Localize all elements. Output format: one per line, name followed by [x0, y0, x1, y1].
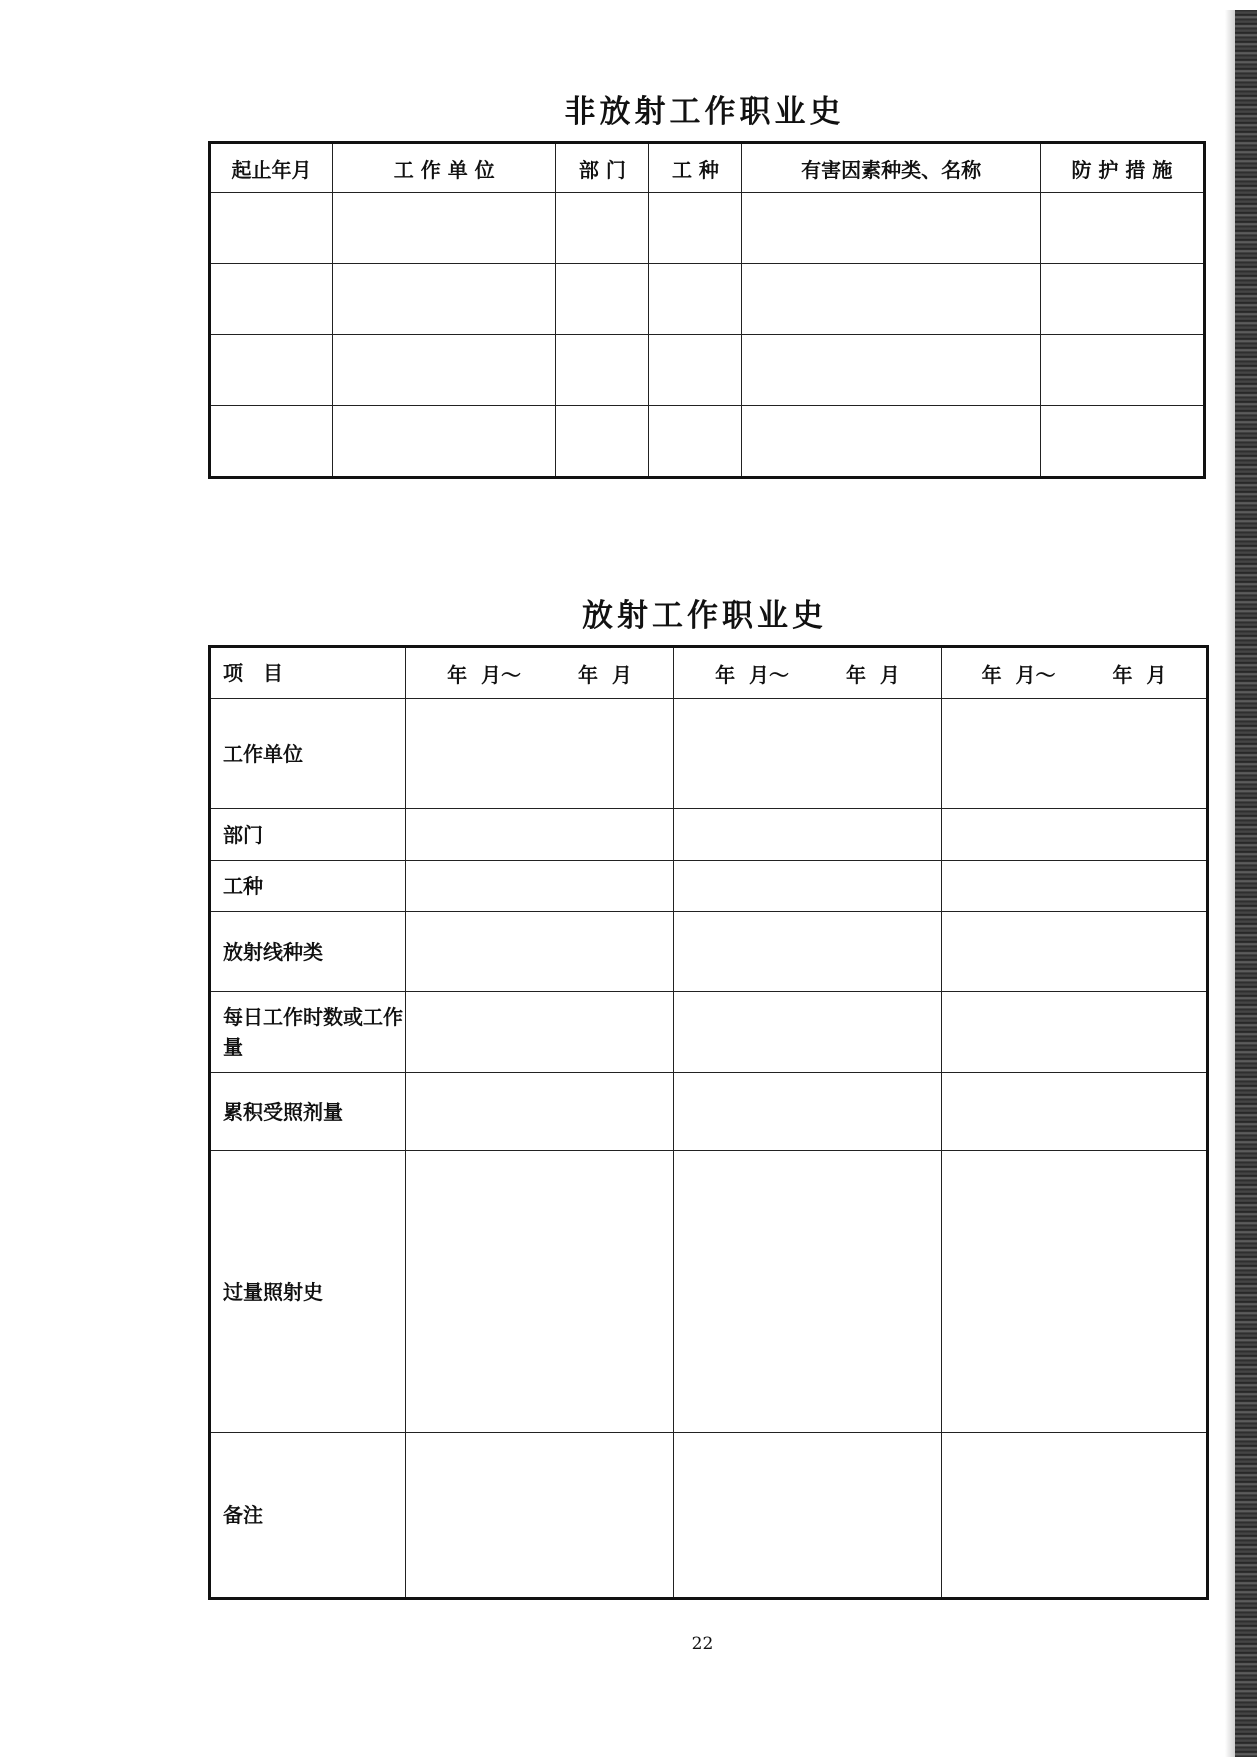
- period-header: [406, 647, 674, 699]
- non-radiation-history-title: 非放射工作职业史: [564, 94, 845, 130]
- row-label-radiation-type: 放射线种类: [210, 912, 406, 992]
- cell-period[interactable]: [210, 335, 333, 406]
- cell-job-type[interactable]: [942, 861, 1208, 912]
- cell-employer[interactable]: [674, 699, 942, 809]
- cell-hazard-factors[interactable]: [742, 335, 1040, 406]
- cell-cumulative-dose[interactable]: [674, 1073, 942, 1151]
- cell-protective-measures[interactable]: [1040, 406, 1204, 478]
- period-to-year: 年: [577, 662, 598, 687]
- period-from-year: 年: [447, 662, 468, 687]
- cell-department[interactable]: [556, 335, 649, 406]
- cell-period[interactable]: [210, 193, 333, 264]
- cell-overexposure-history[interactable]: [674, 1151, 942, 1433]
- cell-radiation-type[interactable]: [406, 912, 674, 992]
- table-row: [210, 699, 1208, 809]
- cell-employer[interactable]: [333, 193, 556, 264]
- table-row: [210, 1073, 1208, 1151]
- table-row: [210, 809, 1208, 861]
- cell-remarks[interactable]: [406, 1433, 674, 1599]
- cell-cumulative-dose[interactable]: [406, 1073, 674, 1151]
- period-to-month: 月: [611, 662, 632, 687]
- cell-employer[interactable]: [942, 699, 1208, 809]
- table-row: [210, 193, 1205, 264]
- cell-hazard-factors[interactable]: [742, 406, 1040, 478]
- period-from-year: 年: [981, 662, 1002, 687]
- non-radiation-history-table: [208, 141, 1206, 479]
- cell-department[interactable]: [556, 193, 649, 264]
- cell-employer[interactable]: [333, 406, 556, 478]
- cell-job-type[interactable]: [649, 406, 742, 478]
- row-label-employer: 工作单位: [210, 699, 406, 809]
- period-header: [674, 647, 942, 699]
- period-to-year: 年: [1112, 662, 1133, 687]
- cell-employer[interactable]: [406, 699, 674, 809]
- column-header-employer: 工 作 单 位: [333, 143, 556, 193]
- cell-protective-measures[interactable]: [1040, 264, 1204, 335]
- row-label-daily-workload: 每日工作时数或工作量: [210, 992, 406, 1073]
- cell-daily-workload[interactable]: [406, 992, 674, 1073]
- cell-department[interactable]: [556, 406, 649, 478]
- cell-daily-workload[interactable]: [674, 992, 942, 1073]
- period-from-month: 月～: [481, 662, 522, 687]
- table-header-row: [210, 647, 1208, 699]
- cell-department[interactable]: [942, 809, 1208, 861]
- cell-cumulative-dose[interactable]: [942, 1073, 1208, 1151]
- row-label-remarks: 备注: [210, 1433, 406, 1599]
- period-to-month: 月: [879, 662, 900, 687]
- cell-overexposure-history[interactable]: [406, 1151, 674, 1433]
- cell-hazard-factors[interactable]: [742, 264, 1040, 335]
- cell-department[interactable]: [674, 809, 942, 861]
- radiation-history-title: 放射工作职业史: [582, 598, 827, 634]
- column-header-department: 部 门: [556, 143, 649, 193]
- cell-hazard-factors[interactable]: [742, 193, 1040, 264]
- cell-period[interactable]: [210, 406, 333, 478]
- cell-job-type[interactable]: [649, 193, 742, 264]
- cell-employer[interactable]: [333, 264, 556, 335]
- period-to-year: 年: [845, 662, 866, 687]
- row-label-department: 部门: [210, 809, 406, 861]
- column-header-job-type: 工 种: [649, 143, 742, 193]
- cell-protective-measures[interactable]: [1040, 193, 1204, 264]
- table-row: [210, 1433, 1208, 1599]
- table-row: [210, 912, 1208, 992]
- period-from-month: 月～: [749, 662, 790, 687]
- column-header-period: 起止年月: [210, 143, 333, 193]
- period-header: [942, 647, 1208, 699]
- cell-daily-workload[interactable]: [942, 992, 1208, 1073]
- table-row: [210, 992, 1208, 1073]
- cell-radiation-type[interactable]: [942, 912, 1208, 992]
- table-row: [210, 406, 1205, 478]
- column-header-hazard-factors: 有害因素种类、名称: [742, 143, 1040, 193]
- period-to-month: 月: [1146, 662, 1167, 687]
- cell-radiation-type[interactable]: [674, 912, 942, 992]
- table-row: [210, 1151, 1208, 1433]
- row-label-cumulative-dose: 累积受照剂量: [210, 1073, 406, 1151]
- cell-remarks[interactable]: [674, 1433, 942, 1599]
- cell-employer[interactable]: [333, 335, 556, 406]
- column-header-item: 项 目: [210, 647, 406, 699]
- page-number: 22: [691, 1634, 714, 1654]
- cell-job-type[interactable]: [406, 861, 674, 912]
- cell-overexposure-history[interactable]: [942, 1151, 1208, 1433]
- cell-job-type[interactable]: [674, 861, 942, 912]
- cell-job-type[interactable]: [649, 264, 742, 335]
- cell-period[interactable]: [210, 264, 333, 335]
- cell-job-type[interactable]: [649, 335, 742, 406]
- cell-remarks[interactable]: [942, 1433, 1208, 1599]
- scan-edge-fade: [1225, 10, 1235, 1757]
- period-from-year: 年: [715, 662, 736, 687]
- row-label-job-type: 工种: [210, 861, 406, 912]
- cell-department[interactable]: [556, 264, 649, 335]
- period-from-month: 月～: [1015, 662, 1056, 687]
- row-label-overexposure-history: 过量照射史: [210, 1151, 406, 1433]
- table-row: [210, 264, 1205, 335]
- cell-department[interactable]: [406, 809, 674, 861]
- table-row: [210, 335, 1205, 406]
- table-row: [210, 861, 1208, 912]
- cell-protective-measures[interactable]: [1040, 335, 1204, 406]
- radiation-history-table: [208, 645, 1209, 1600]
- column-header-protective-measures: 防 护 措 施: [1040, 143, 1204, 193]
- scan-edge-shadow: [1235, 10, 1257, 1757]
- table-header-row: [210, 143, 1205, 193]
